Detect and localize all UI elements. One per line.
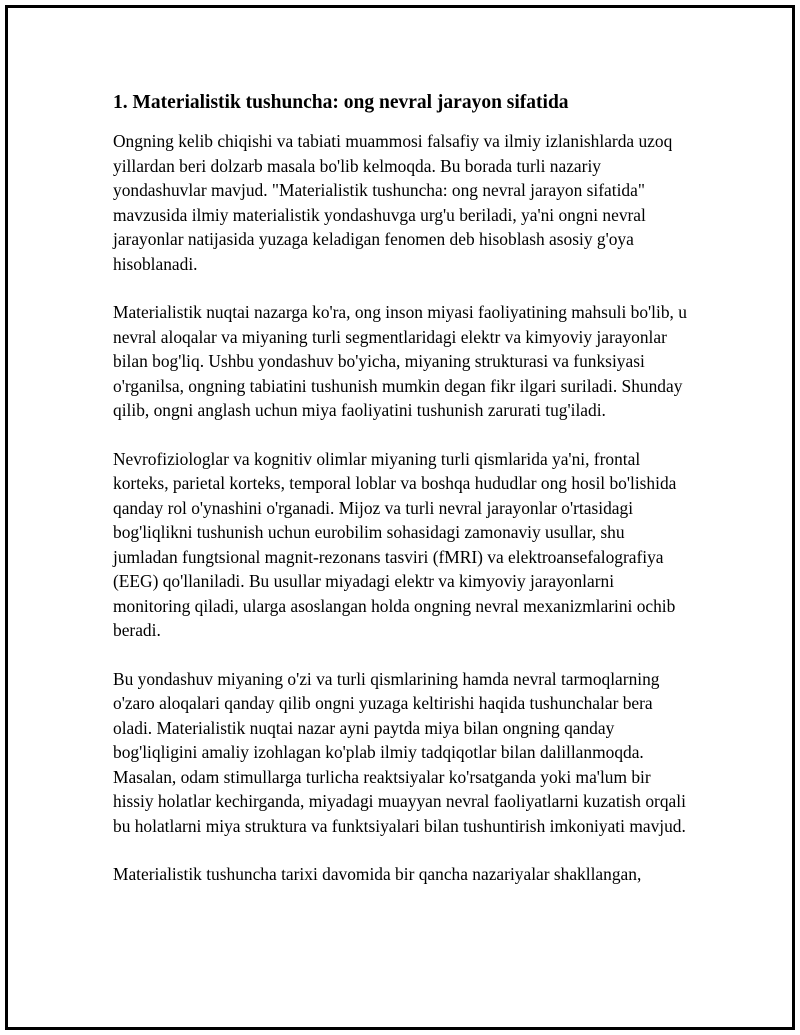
paragraph-1: Ongning kelib chiqishi va tabiati muammosi falsafiy va ilmiy izlanishlarda uzoq yillardan beri dolzarb masala bo'lib kelmoqda. Bu borada turli nazariy yondashuvlar mavjud. "Materialistik tushuncha: ong nevral jarayon sifatida" mavzusida ilmiy materialistik yondashuvga urg'u beriladi, ya'ni ongni nevral jarayonlar natijasida yuzaga keladigan fenomen deb hisoblash asosiy g'oya hisoblanadi.	[113, 131, 673, 274]
paragraph-2: Materialistik nuqtai nazarga ko'ra, ong inson miyasi faoliyatining mahsuli bo'lib, u nevral aloqalar va miyaning turli segmentlaridagi elektr va kimyoviy jarayonlar bilan bog'liq. Ushbu yondashuv bo'yicha, miyaning strukturasi va funksiyasi o'rganilsa, ongning tabiatini tushunish mumkin degan fikr ilgari suriladi. Shunday qilib, ongni anglash uchun miya faoliyatini tushunish zarurati tug'iladi.	[113, 302, 687, 420]
paragraph-4: Bu yondashuv miyaning o'zi va turli qismlarining hamda nevral tarmoqlarning o'zaro aloqalari qanday qilib ongni yuzaga keltirishi haqida tushunchalar bera oladi. Materialistik nuqtai nazar ayni paytda miya bilan ongning qanday bog'liqligini amaliy izohlagan ko'plab ilmiy tadqiqotlar bilan dalillanmoqda. Masalan, odam stimullarga turlicha reaktsiyalar ko'rsatganda yoki ma'lum bir hissiy holatlar kechirganda, miyadagi muayyan nevral faoliyatlarni kuzatish orqali bu holatlarni miya struktura va funktsiyalari bilan tushuntirish imkoniyati mavjud.	[113, 668, 686, 836]
document-body	[113, 91, 693, 911]
paragraph-5: Materialistik tushuncha tarixi davomida bir qancha nazariyalar shakllangan,	[113, 864, 642, 884]
paragraph-3: Nevrofiziologlar va kognitiv olimlar miyaning turli qismlarida ya'ni, frontal korteks, parietal korteks, temporal loblar va boshqa hududlar ong hosil bo'lishida qanday rol o'ynashini o'rganadi. Mijoz va turli nevral jarayonlar o'rtasidagi bog'liqlikni tushunish uchun eurobilim sohasidagi zamonaviy usullar, shu jumladan fungtsional magnit-rezonans tasviri (fMRI) va elektroansefalografiya (EEG) qo'llaniladi. Bu usullar miyadagi elektr va kimyoviy jarayonlarni monitoring qiladi, ularga asoslangan holda ongning nevral mexanizmlarini ochib beradi.	[113, 448, 677, 640]
section-heading: 1. Materialistik tushuncha: ong nevral jarayon sifatida	[113, 92, 569, 113]
